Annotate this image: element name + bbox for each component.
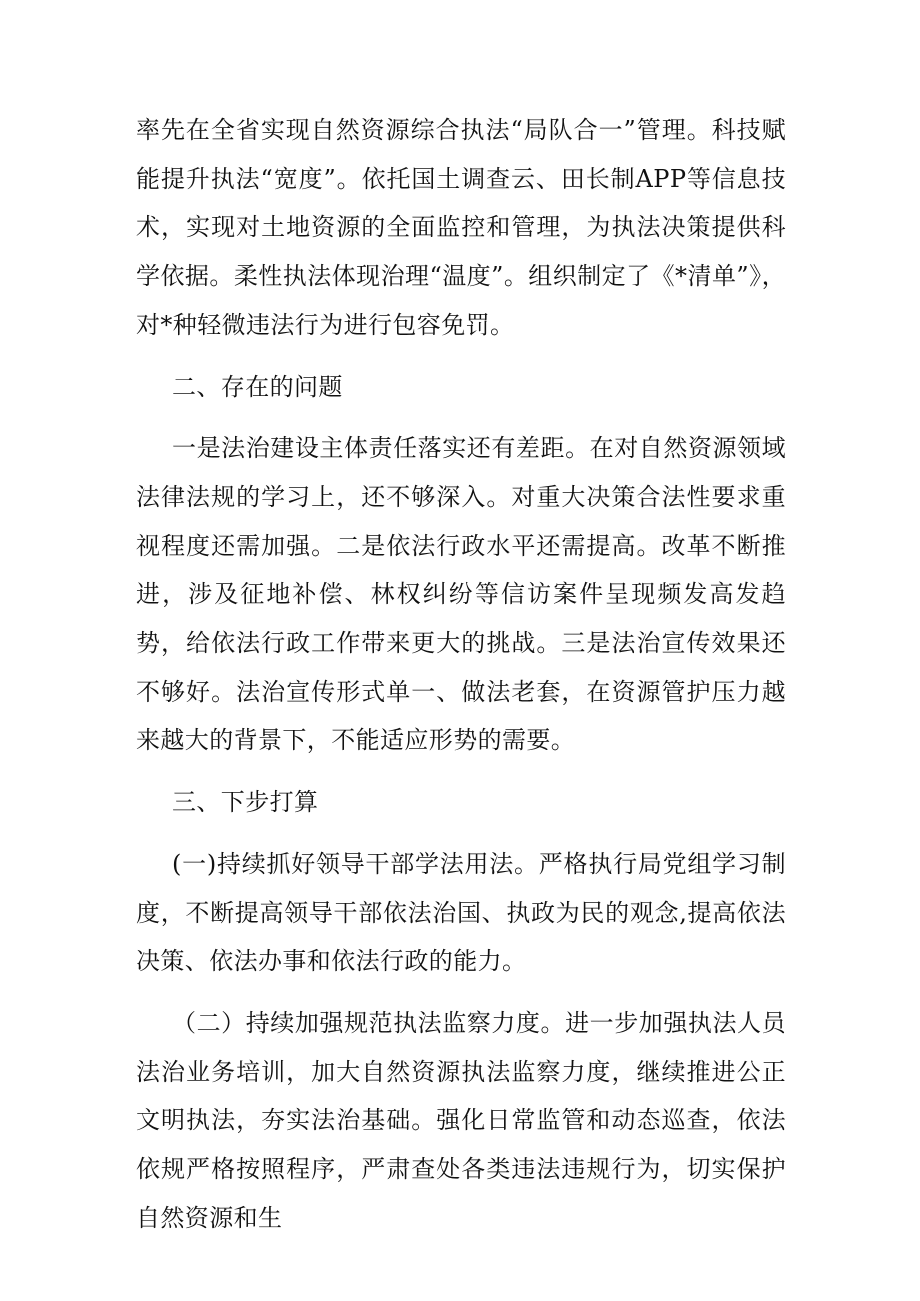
paragraph-spacer [136, 827, 786, 840]
paragraph-next-step-2: （二）持续加强规范执法监察力度。进一步加强执法人员法治业务培训，加大自然资源执法监察力度，继续推进公正文明执法，夯实法治基础。强化日常监管和动态巡查，依法依规严格按照程序，严肃查处各类违法违规行为，切实保护自然资源和生 [136, 1008, 786, 1232]
document-body [136, 106, 786, 1242]
paragraph-enforcement-measures: 率先在全省实现自然资源综合执法“局队合一”管理。科技赋能提升执法“宽度”。依托国土调查云、田长制APP等信息技术，实现对土地资源的全面监控和管理，为执法决策提供科学依据。柔性执法体现治理“温度”。组织制定了《*清单”》，对*种轻微违法行为进行包容免罚。 [136, 116, 786, 339]
section-heading-problems: 二、存在的问题 [172, 372, 343, 401]
paragraph-problems: 一是法治建设主体责任落实还有差距。在对自然资源领域法律法规的学习上，还不够深入。对重大决策合法性要求重视程度还需加强。二是依法行政水平还需提高。改革不断推进，涉及征地补偿、林权纠纷等信访案件呈现频发高发趋势，给依法行政工作带来更大的挑战。三是法治宣传效果还不够好。法治宣传形式单一、做法老套，在资源管护压力越来越大的背景下，不能适应形势的需要。 [136, 434, 786, 755]
paragraph-next-step-1: (一)持续抓好领导干部学法用法。严格执行局党组学习制度，不断提高领导干部依法治国、执政为民的观念,提高依法决策、依法办事和依法行政的能力。 [136, 849, 786, 976]
paragraph-spacer [136, 765, 786, 778]
paragraph-spacer [136, 350, 786, 363]
section-heading-next-steps: 三、下步打算 [172, 788, 319, 817]
paragraph-spacer [136, 986, 786, 999]
paragraph-spacer [136, 411, 786, 424]
